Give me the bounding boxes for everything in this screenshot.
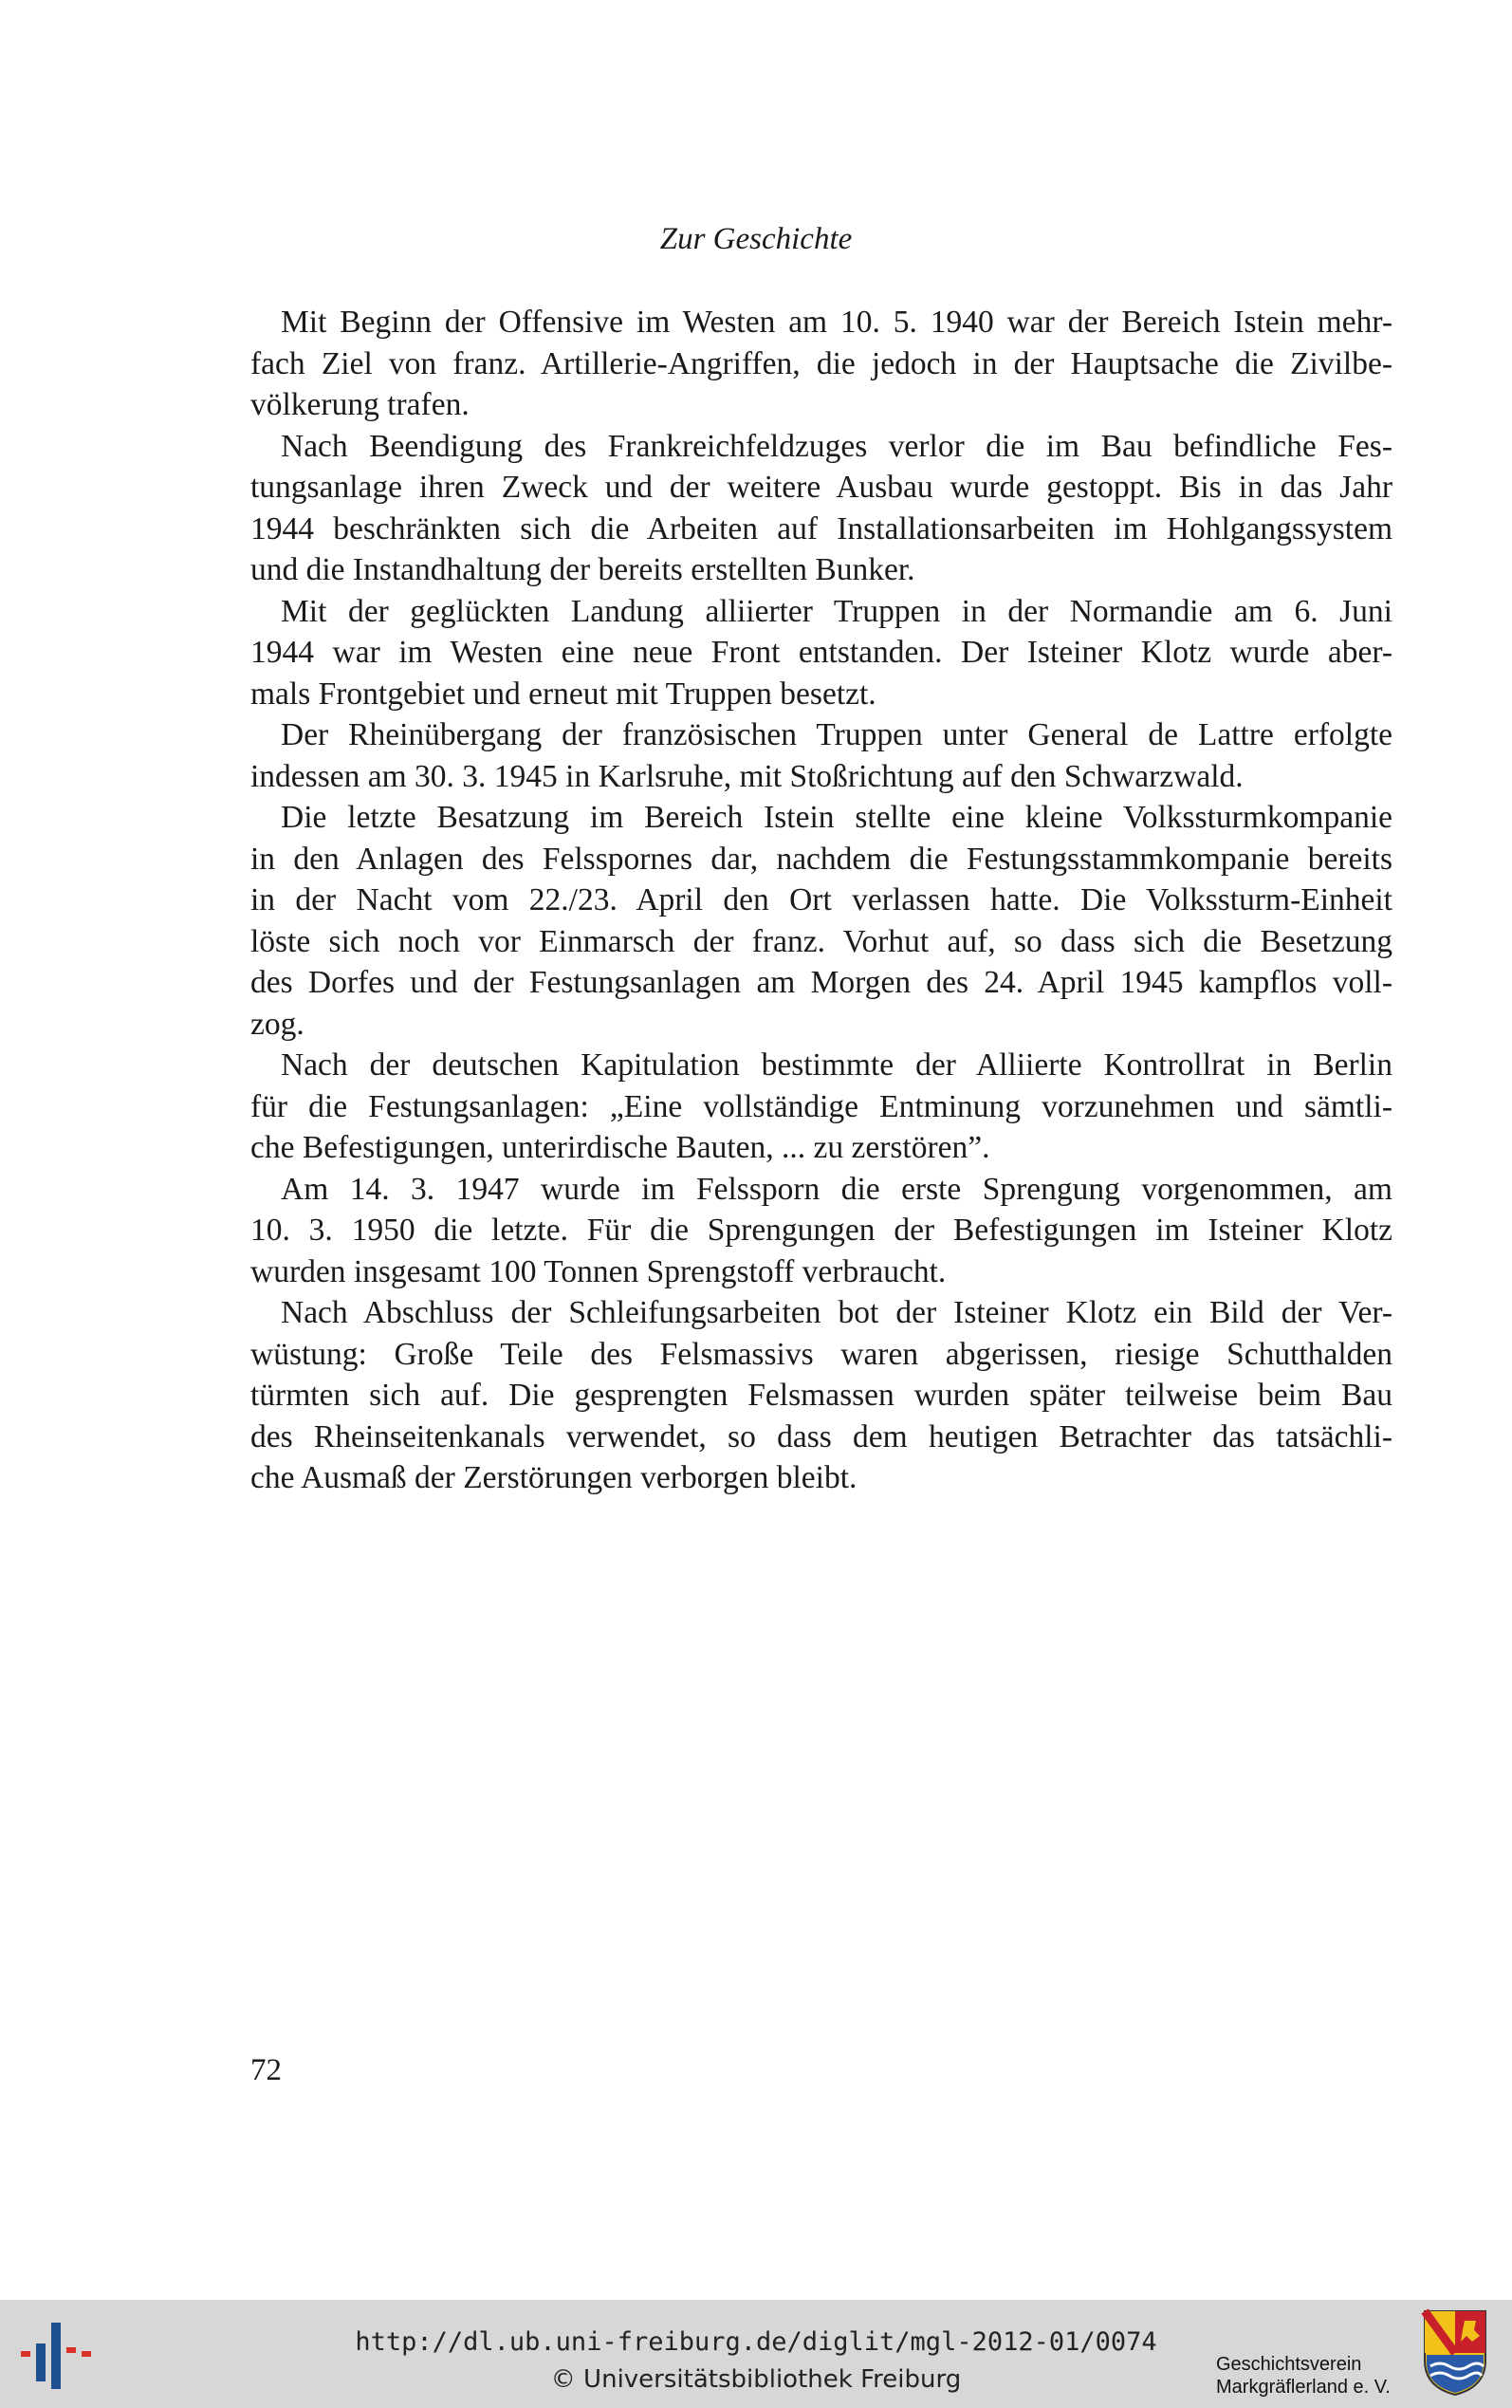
text-line: Nach Beendigung des Frankreichfeldzuges verlor die im Bau befindliche Fes- — [281, 428, 1392, 464]
coat-of-arms-icon — [1421, 2307, 1489, 2399]
society-name-line1: Geschichtsverein — [1216, 2354, 1362, 2375]
text-line: 10. 3. 1950 die letzte. Für die Sprengungen der Befestigungen im Isteiner Klotz — [250, 1213, 1392, 1248]
running-header: Zur Geschichte — [659, 222, 853, 256]
body-text — [250, 302, 1392, 1499]
text-line: völkerung trafen. — [250, 387, 470, 422]
text-line: Nach der deutschen Kapitulation bestimmte der Alliierte Kontrollrat in Berlin — [281, 1047, 1392, 1083]
text-line: Mit Beginn der Offensive im Westen am 10. 5. 1940 war der Bereich Istein mehr- — [281, 305, 1392, 340]
text-line: türmten sich auf. Die gesprengten Felsmassen wurden später teilweise beim Bau — [250, 1378, 1392, 1413]
digitization-footer — [0, 2300, 1512, 2408]
text-line: che Ausmaß der Zerstörungen verborgen bleibt. — [250, 1460, 857, 1495]
society-name-line2: Markgräflerland e. V. — [1216, 2377, 1391, 2398]
text-line: Der Rheinübergang der französischen Truppen unter General de Lattre erfolgte — [281, 717, 1392, 752]
text-line: tungsanlage ihren Zweck und der weitere Ausbau wurde gestoppt. Bis in das Jahr — [250, 470, 1392, 505]
text-line: indessen am 30. 3. 1945 in Karlsruhe, mit Stoßrichtung auf den Schwarzwald. — [250, 758, 1244, 794]
text-line: des Rheinseitenkanals verwendet, so dass dem heutigen Betrachter das tatsächli- — [250, 1418, 1392, 1454]
text-line: löste sich noch vor Einmarsch der franz. Vorhut auf, so dass sich die Besetzung — [250, 923, 1392, 959]
text-line: in den Anlagen des Felsspornes dar, nachdem die Festungsstammkompanie bereits — [250, 841, 1392, 877]
text-line: Mit der geglückten Landung alliierter Truppen in der Normandie am 6. Juni — [281, 593, 1392, 629]
text-line: wurden insgesamt 100 Tonnen Sprengstoff verbraucht. — [250, 1253, 947, 1289]
text-line: Die letzte Besatzung im Bereich Istein stellte eine kleine Volkssturmkompanie — [281, 800, 1392, 835]
text-line: und die Instandhaltung der bereits erstellten Bunker. — [250, 552, 915, 587]
text-line: Nach Abschluss der Schleifungsarbeiten bot der Isteiner Klotz ein Bild der Ver- — [281, 1295, 1392, 1330]
text-line: wüstung: Große Teile des Felsmassivs waren abgerissen, riesige Schutthalden — [250, 1336, 1392, 1372]
text-line: in der Nacht vom 22./23. April den Ort verlassen hatte. Die Volkssturm-Einheit — [250, 882, 1392, 917]
text-line: che Befestigungen, unterirdische Bauten, ... zu zerstören”. — [250, 1130, 990, 1165]
text-line: mals Frontgebiet und erneut mit Truppen besetzt. — [250, 676, 876, 712]
page-number: 72 — [250, 2053, 282, 2087]
text-line: für die Festungsanlagen: „Eine vollständige Entminung vorzunehmen und sämtli- — [250, 1088, 1392, 1124]
text-line: zog. — [250, 1006, 304, 1042]
footer-copyright: © Universitätsbibliothek Freiburg — [550, 2365, 962, 2394]
text-line: Am 14. 3. 1947 wurde im Felssporn die erste Sprengung vorgenommen, am — [281, 1171, 1392, 1207]
text-line: 1944 beschränkten sich die Arbeiten auf Installationsarbeiten im Hohlgangssystem — [250, 510, 1392, 546]
society-name — [1216, 2353, 1391, 2399]
text-line: fach Ziel von franz. Artillerie-Angriffen, die jedoch in der Hauptsache die Zivilbe- — [250, 345, 1392, 381]
text-line: 1944 war im Westen eine neue Front entstanden. Der Isteiner Klotz wurde aber- — [250, 635, 1392, 670]
footer-url-link[interactable]: http://dl.ub.uni-freiburg.de/diglit/mgl-2012-01/0074 — [355, 2327, 1157, 2357]
text-line: des Dorfes und der Festungsanlagen am Morgen des 24. April 1945 kampflos voll- — [250, 965, 1392, 1000]
